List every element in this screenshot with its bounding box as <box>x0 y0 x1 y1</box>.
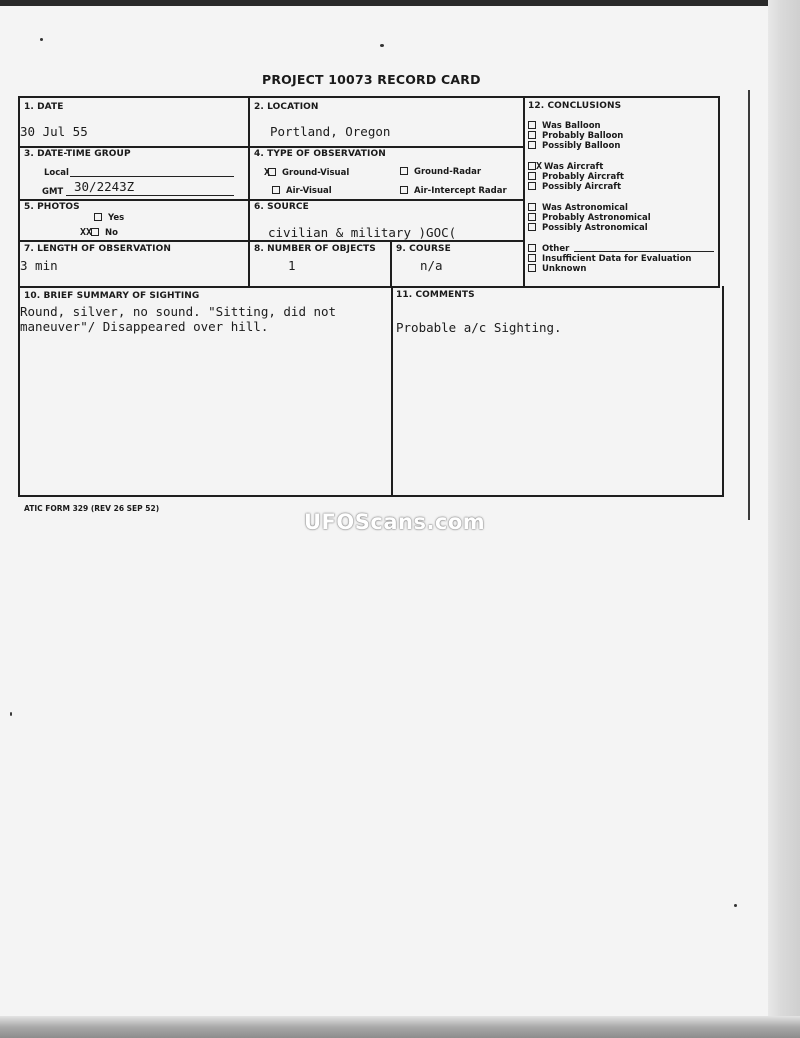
conclusion-probably-astronomical <box>528 213 651 223</box>
dust-speck <box>734 904 737 907</box>
summary-line-1: Round, silver, no sound. "Sitting, did not <box>20 304 337 319</box>
location-label: 2. LOCATION <box>254 102 319 112</box>
option-ground-radar <box>400 167 481 177</box>
summary-label: 10. BRIEF SUMMARY OF SIGHTING <box>24 291 200 301</box>
was-aircraft-text: Was Aircraft <box>544 162 604 172</box>
checkbox-icon <box>400 186 408 194</box>
conclusion-possibly-aircraft <box>528 182 621 192</box>
date-value: 30 Jul 55 <box>20 124 88 139</box>
checkbox-icon <box>528 244 536 252</box>
gmt-line <box>66 195 234 196</box>
checkbox-icon <box>400 167 408 175</box>
conclusion-was-aircraft <box>528 162 603 172</box>
watermark: UFOScans.com <box>304 510 486 534</box>
was-aircraft-mark: X <box>536 161 543 172</box>
photos-no-text: No <box>105 228 119 238</box>
dust-speck <box>10 712 12 716</box>
summary-line-2: maneuver"/ Disappeared over hill. <box>20 319 269 334</box>
conclusions-label: 12. CONCLUSIONS <box>528 101 622 111</box>
dust-speck <box>40 38 43 41</box>
photos-yes-option <box>94 213 124 223</box>
other-line <box>574 251 714 252</box>
divider-summary <box>391 286 393 496</box>
local-time-line <box>70 176 234 177</box>
checkbox-icon <box>272 186 280 194</box>
conclusion-was-balloon <box>528 121 601 131</box>
form-border-right-lower <box>722 286 724 497</box>
probably-aircraft-text: Probably Aircraft <box>542 172 624 182</box>
form-border-right <box>718 96 720 286</box>
air-visual-text: Air-Visual <box>286 186 332 196</box>
ground-visual-mark: X <box>264 167 271 178</box>
photos-no-mark: XX <box>80 227 93 238</box>
course-value: n/a <box>420 258 443 273</box>
photos-yes-text: Yes <box>108 213 125 223</box>
option-air-intercept <box>400 186 507 196</box>
objects-label: 8. NUMBER OF OBJECTS <box>254 244 376 254</box>
divider-row-3 <box>18 240 524 242</box>
page-margin-line <box>748 90 750 520</box>
checkbox-icon <box>94 213 102 221</box>
date-time-group-label: 3. DATE-TIME GROUP <box>24 149 131 159</box>
divider-row-2 <box>18 199 524 201</box>
date-label: 1. DATE <box>24 102 64 112</box>
other-text: Other <box>542 244 570 254</box>
scan-edge-bottom <box>0 1016 800 1038</box>
possibly-astronomical-text: Possibly Astronomical <box>542 223 648 233</box>
form-border-left <box>18 96 20 497</box>
photos-label: 5. PHOTOS <box>24 202 80 212</box>
conclusion-probably-balloon <box>528 131 623 141</box>
course-label: 9. COURSE <box>396 244 451 254</box>
length-value: 3 min <box>20 258 58 273</box>
scan-edge-right <box>768 0 800 1038</box>
checkbox-icon <box>528 213 536 221</box>
ground-visual-text: Ground-Visual <box>282 168 350 178</box>
checkbox-icon <box>528 182 536 190</box>
gmt-value: 30/2243Z <box>74 179 135 194</box>
source-value: civilian & military )GOC( <box>268 225 457 240</box>
observation-type-label: 4. TYPE OF OBSERVATION <box>254 149 386 159</box>
probably-balloon-text: Probably Balloon <box>542 131 624 141</box>
was-balloon-text: Was Balloon <box>542 121 601 131</box>
divider-row-1 <box>18 146 524 148</box>
air-intercept-text: Air-Intercept Radar <box>414 186 507 196</box>
divider-row-4 <box>18 286 720 288</box>
divider-col-1 <box>248 96 250 286</box>
dust-speck <box>380 44 384 47</box>
option-air-visual <box>272 186 332 196</box>
form-border-top <box>18 96 720 98</box>
comments-label: 11. COMMENTS <box>396 290 475 300</box>
checkbox-icon <box>268 168 276 176</box>
length-label: 7. LENGTH OF OBSERVATION <box>24 244 171 254</box>
checkbox-icon <box>528 223 536 231</box>
checkbox-icon <box>528 162 536 170</box>
ground-radar-text: Ground-Radar <box>414 167 482 177</box>
photos-no-option <box>80 227 118 238</box>
checkbox-icon <box>528 141 536 149</box>
comments-value: Probable a/c Sighting. <box>396 320 562 335</box>
checkbox-icon <box>528 172 536 180</box>
conclusion-possibly-balloon <box>528 141 620 151</box>
checkbox-icon <box>528 131 536 139</box>
record-card-form <box>18 96 720 496</box>
checkbox-icon <box>528 121 536 129</box>
possibly-balloon-text: Possibly Balloon <box>542 141 621 151</box>
objects-value: 1 <box>288 258 296 273</box>
checkbox-icon <box>91 228 99 236</box>
conclusion-insufficient-data <box>528 254 692 264</box>
was-astronomical-text: Was Astronomical <box>542 203 628 213</box>
divider-col-2 <box>523 96 525 286</box>
conclusion-was-astronomical <box>528 203 628 213</box>
option-ground-visual <box>264 167 349 178</box>
conclusion-possibly-astronomical <box>528 223 648 233</box>
unknown-text: Unknown <box>542 264 587 274</box>
insufficient-text: Insufficient Data for Evaluation <box>542 254 692 264</box>
location-value: Portland, Oregon <box>270 124 391 139</box>
page-title: PROJECT 10073 RECORD CARD <box>262 72 481 87</box>
local-time-label: Local <box>44 168 69 178</box>
checkbox-icon <box>528 203 536 211</box>
conclusion-other <box>528 244 569 254</box>
checkbox-icon <box>528 254 536 262</box>
possibly-aircraft-text: Possibly Aircraft <box>542 182 622 192</box>
source-label: 6. SOURCE <box>254 202 309 212</box>
divider-course <box>390 240 392 286</box>
conclusion-unknown <box>528 264 586 274</box>
probably-astronomical-text: Probably Astronomical <box>542 213 651 223</box>
gmt-label: GMT <box>42 187 64 197</box>
conclusion-probably-aircraft <box>528 172 624 182</box>
form-number-footer: ATIC FORM 329 (REV 26 SEP 52) <box>24 504 160 513</box>
checkbox-icon <box>528 264 536 272</box>
form-border-bottom <box>18 495 724 497</box>
